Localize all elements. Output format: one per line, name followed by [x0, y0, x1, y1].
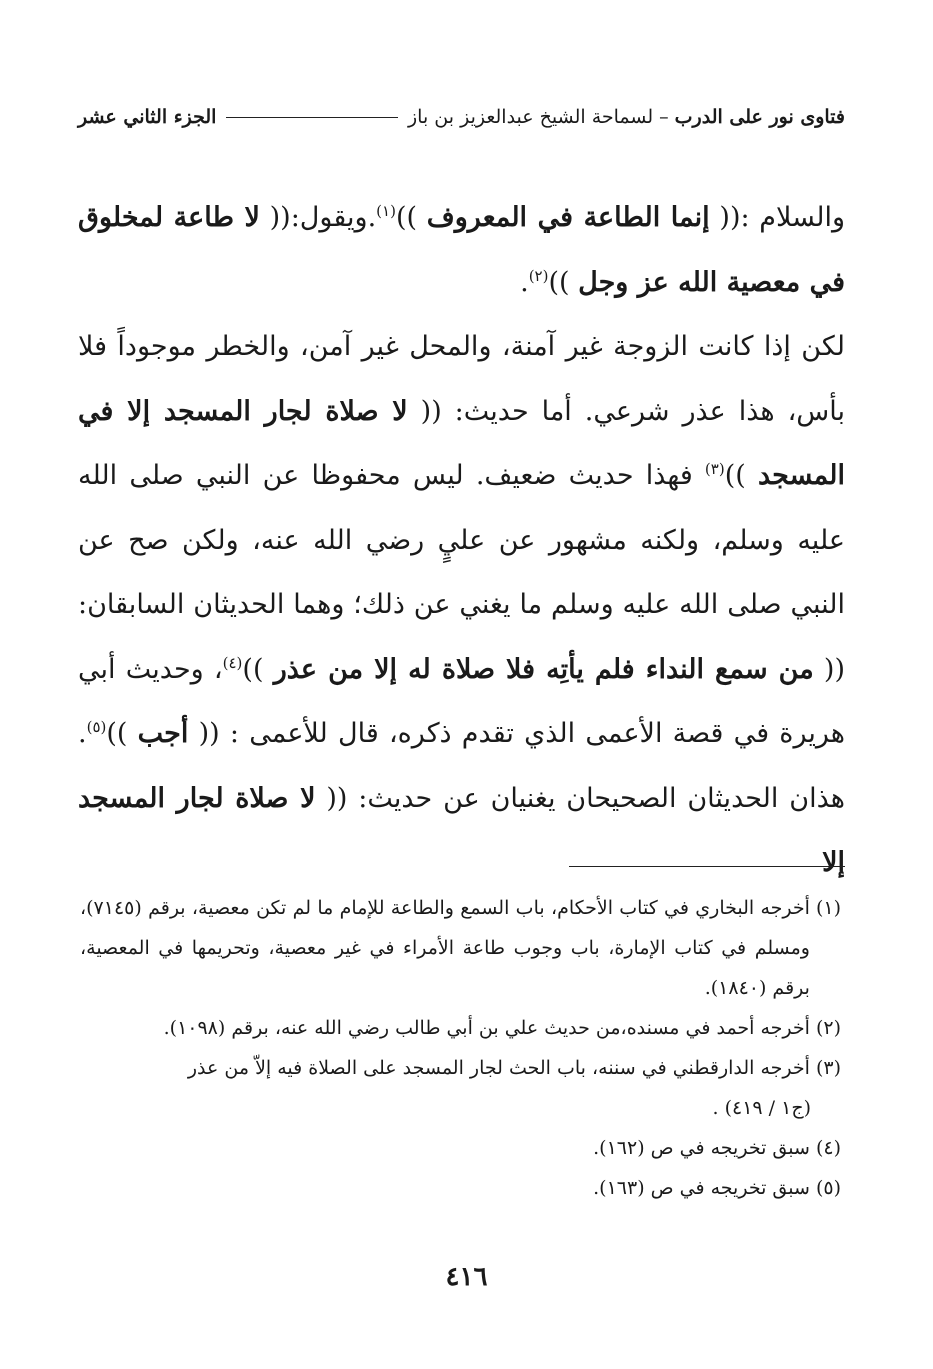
footnote-number: (٤) — [815, 1137, 841, 1159]
hadith-quote: إنما الطاعة في المعروف — [426, 202, 710, 233]
footnote-ref: (٣) — [704, 460, 725, 478]
footnote-text: سبق تخريجه في ص (١٦٣). — [593, 1177, 810, 1199]
footnote-number: (٣) — [815, 1057, 841, 1079]
book-title: فتاوى نور على الدرب — [674, 106, 845, 128]
footnote-text: سبق تخريجه في ص (١٦٢). — [593, 1137, 810, 1159]
hadith-quote: لا طاعة لمخلوق في معصية الله عز وجل — [78, 202, 845, 298]
footnote-number: (٢) — [815, 1017, 841, 1039]
hadith-quote: أجب — [137, 718, 189, 749]
text-run: والسلام :(( — [709, 202, 845, 233]
footnotes — [80, 888, 841, 1208]
text-run: )) — [106, 718, 138, 749]
footnote-3 — [80, 1048, 841, 1088]
text-run: .ويقول:(( — [259, 202, 377, 233]
text-run: ، وحديث أبي هريرة في قصة الأعمى الذي تقدم ذكره، قال للأعمى : (( — [78, 653, 846, 749]
author-name: لسماحة الشيخ عبدالعزيز بن باز — [408, 106, 654, 128]
header-rule — [226, 117, 398, 118]
footnote-4 — [80, 1128, 841, 1168]
footnote-ref: (١) — [376, 202, 396, 220]
page-number: ٤١٦ — [445, 1262, 488, 1292]
footnote-text: أخرجه الدارقطني في سننه، باب الحث لجار المسجد على الصلاة فيه إلاّ من عذر — [187, 1057, 810, 1079]
text-run: . — [520, 266, 529, 298]
paragraph-1 — [78, 186, 845, 315]
text-run: )) — [242, 653, 274, 685]
text-run: )) — [724, 460, 758, 491]
footnote-1 — [80, 888, 841, 1008]
volume-label: الجزء الثاني عشر — [78, 106, 217, 128]
text-run: فهذا حديث ضعيف. ليس محفوظا عن النبي صلى الله عليه وسلم، ولكنه مشهور عن عليٍ رضي الله عنه، ولكن صح عن النبي صلى الله عليه وسلم ما يغني عن ذلك؛ وهما الحديثان السابقان: (( — [78, 460, 845, 685]
text-run: . هذان الحديثان الصحيحان يغنيان عن حديث: (( — [78, 718, 845, 814]
footnote-text: أخرجه أحمد في مسنده،من حديث علي بن أبي طالب رضي الله عنه، برقم (١٠٩٨). — [163, 1017, 810, 1039]
running-header — [78, 100, 845, 134]
paragraph-2 — [78, 315, 845, 896]
header-dash: – — [659, 106, 669, 128]
footnote-number: (٥) — [815, 1177, 841, 1199]
hadith-quote: لا صلاة لجار المسجد إلا — [78, 782, 845, 878]
footnote-ref: (٢) — [528, 266, 549, 285]
footnote-2 — [80, 1008, 841, 1048]
footnote-3-continuation: (ج١ / ٤١٩) . — [712, 1097, 811, 1119]
hadith-quote: لا صلاة لجار المسجد إلا في المسجد — [78, 395, 845, 491]
footnote-ref: (٥) — [86, 718, 107, 736]
hadith-quote: من سمع النداء فلم يأتِه فلا صلاة له إلا من عذر — [273, 653, 814, 685]
text-run: )) — [548, 266, 579, 298]
footnote-number: (١) — [815, 897, 841, 919]
footnote-ref: (٤) — [222, 653, 243, 672]
main-text — [78, 186, 845, 896]
footnote-separator — [569, 866, 845, 867]
footnote-5 — [80, 1168, 841, 1208]
footnote-text: أخرجه البخاري في كتاب الأحكام، باب السمع والطاعة للإمام ما لم تكن معصية، برقم (٧١٤٥)، ومسلم في كتاب الإمارة، باب وجوب طاعة الأمراء في غير معصية، وتحريمها في المعصية، برقم (١٨٤٠). — [80, 897, 810, 999]
text-run: لكن إذا كانت الزوجة غير آمنة، والمحل غير آمن، والخطر موجوداً فلا بأس، هذا عذر شرعي. أما حديث: (( — [78, 331, 845, 427]
text-run: )) — [395, 202, 427, 233]
